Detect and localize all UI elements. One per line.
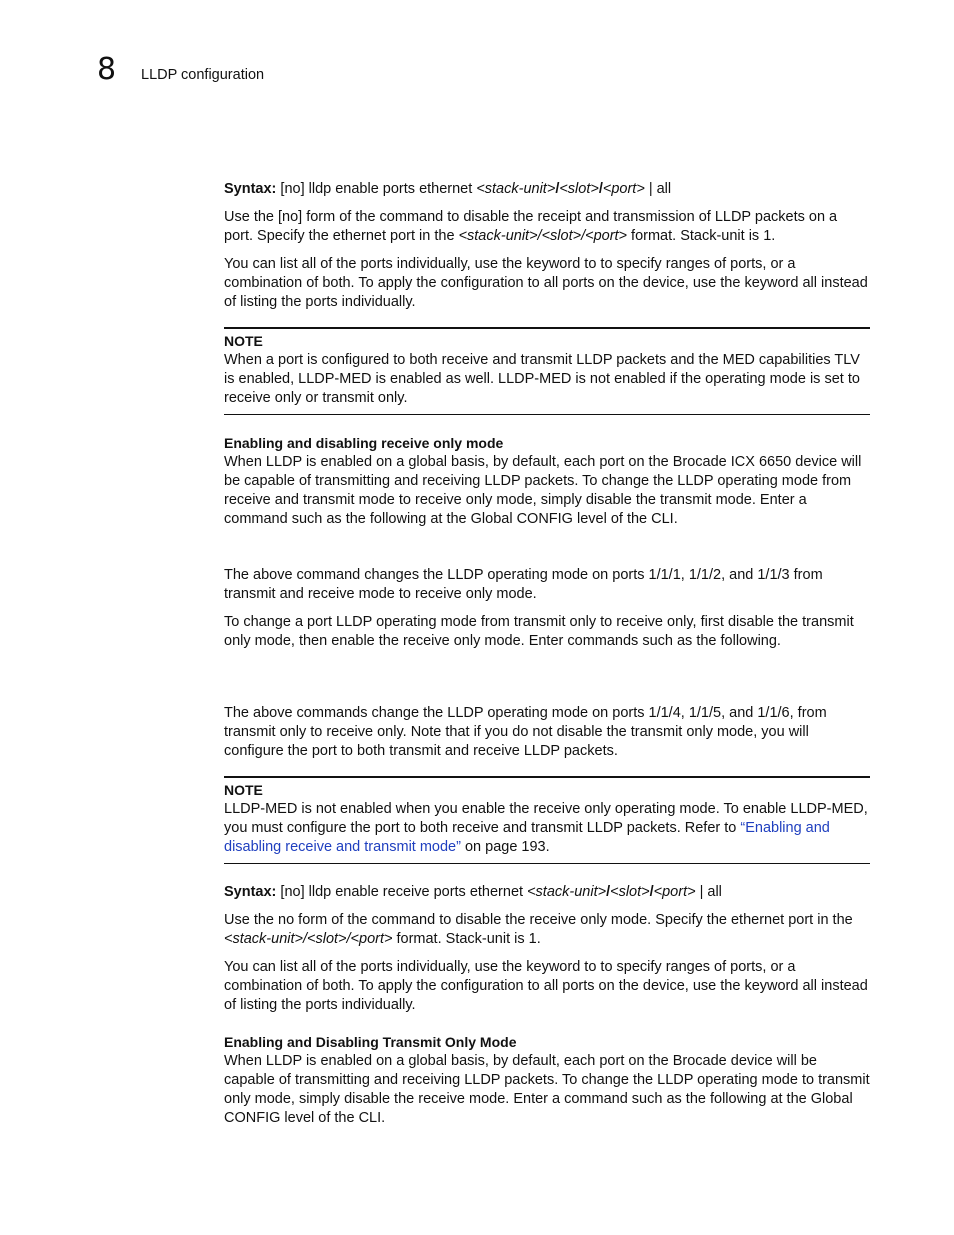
paragraph <box>224 208 870 246</box>
syntax-label: Syntax: <box>224 181 277 197</box>
keyword: all <box>802 978 817 994</box>
page-content <box>224 180 870 1128</box>
text: LLDP-MED is not enabled when you enable the receive only operating mode. To enable LLDP-MED, you must configure the port to both receive and transmit LLDP packets. Refer to <box>224 801 868 836</box>
note-text: When a port is configured to both receive and transmit LLDP packets and the MED capabilities TLV is enabled, LLDP-MED is enabled as well. LLDP-MED is not enabled if the operating mode is set to receive only or transmit only. <box>224 352 860 406</box>
note-title: NOTE <box>224 333 263 349</box>
text: instead of listing the ports individually. <box>224 978 868 1013</box>
syntax-arg-port: <port> <box>653 884 696 900</box>
syntax-arg-stack-unit: <stack-unit> <box>476 181 556 197</box>
paragraph: When LLDP is enabled on a global basis, by default, each port on the Brocade device will be capable of transmitting and receiving LLDP packets. To change the LLDP operating mode to transmit only mode, simply disable the receive mode. Enter a command such as the following at the Global CONFIG level of the CLI. <box>224 1053 870 1126</box>
text: Use the <box>224 209 278 225</box>
paragraph <box>224 911 870 949</box>
syntax-arg-stack-unit: <stack-unit> <box>527 884 607 900</box>
paragraph: The above commands change the LLDP operating mode on ports 1/1/4, 1/1/5, and 1/1/6, from transmit only to receive only. Note that if you do not disable the transmit only mode, you will configure the port to both transmit and receive LLDP packets. <box>224 705 827 759</box>
text: format. Stack-unit is 1. <box>392 931 541 947</box>
syntax-line-1 <box>224 180 870 199</box>
section-heading: Enabling and Disabling Transmit Only Mode <box>224 1034 517 1050</box>
text: to specify ranges of ports, or a combination of both. To apply the configuration to all ports on the device, use the keyword <box>224 256 803 291</box>
command-example-space <box>224 529 870 566</box>
syntax-command: [no] lldp enable receive ports ethernet <box>276 884 528 900</box>
note-text <box>224 800 870 857</box>
chapter-title: LLDP configuration <box>141 67 265 83</box>
syntax-arg-slot: <slot> <box>559 181 599 197</box>
syntax-separator: / <box>606 884 611 900</box>
text: format. Stack-unit is 1. <box>627 228 776 244</box>
syntax-command: [no] lldp enable ports ethernet <box>276 181 477 197</box>
syntax-line-2 <box>224 883 870 902</box>
text: You can list all of the ports individually, use the keyword <box>224 256 585 272</box>
syntax-tail: | all <box>644 181 672 197</box>
text: on page 193. <box>460 839 550 855</box>
text: instead of listing the ports individually. <box>224 275 868 310</box>
keyword: to <box>584 959 597 975</box>
section-heading: Enabling and disabling receive only mode <box>224 435 504 451</box>
keyword: all <box>802 275 817 291</box>
syntax-label: Syntax: <box>224 884 277 900</box>
paragraph <box>224 255 870 312</box>
text: form of the command to disable the receipt and transmission of LLDP packets on a port. Specify the ethernet port in the <box>224 209 838 244</box>
text: to specify ranges of ports, or a combination of both. To apply the configuration to all ports on the device, use the keyword <box>224 959 803 994</box>
syntax-separator: / <box>649 884 654 900</box>
port-format: <stack-unit>/<slot>/<port> <box>458 228 628 244</box>
paragraph <box>224 958 870 1015</box>
text: You can list all of the ports individually, use the keyword <box>224 959 585 975</box>
syntax-arg-slot: <slot> <box>610 884 650 900</box>
keyword: no <box>278 912 295 928</box>
port-format: <stack-unit>/<slot>/<port> <box>224 931 393 947</box>
paragraph: When LLDP is enabled on a global basis, by default, each port on the Brocade ICX 6650 device will be capable of transmitting and receiving LLDP packets. To change the LLDP operating mode from receive and transmit mode to receive only mode, simply disable the transmit mode. Enter a command such as the following at the Global CONFIG level of the CLI. <box>224 454 862 527</box>
text: Use the <box>224 912 278 928</box>
keyword: [no] <box>278 209 303 225</box>
command-example-space <box>224 651 870 704</box>
keyword: to <box>584 256 597 272</box>
note-box <box>224 327 870 415</box>
syntax-separator: / <box>555 181 560 197</box>
chapter-number: 8 <box>97 52 117 87</box>
paragraph: The above command changes the LLDP operating mode on ports 1/1/1, 1/1/2, and 1/1/3 from transmit and receive mode to receive only mode. <box>224 567 823 602</box>
syntax-tail: | all <box>695 884 722 900</box>
note-title: NOTE <box>224 782 263 798</box>
text: form of the command to disable the receive only mode. Specify the ethernet port in the <box>294 912 853 928</box>
paragraph: To change a port LLDP operating mode from transmit only to receive only, first disable the transmit only mode, then enable the receive only mode. Enter commands such as the following. <box>224 614 854 649</box>
syntax-arg-port: <port> <box>602 181 645 197</box>
note-box <box>224 776 870 864</box>
syntax-separator: / <box>598 181 603 197</box>
cross-reference-link[interactable]: “Enabling and disabling receive and transmit mode” <box>224 820 830 855</box>
